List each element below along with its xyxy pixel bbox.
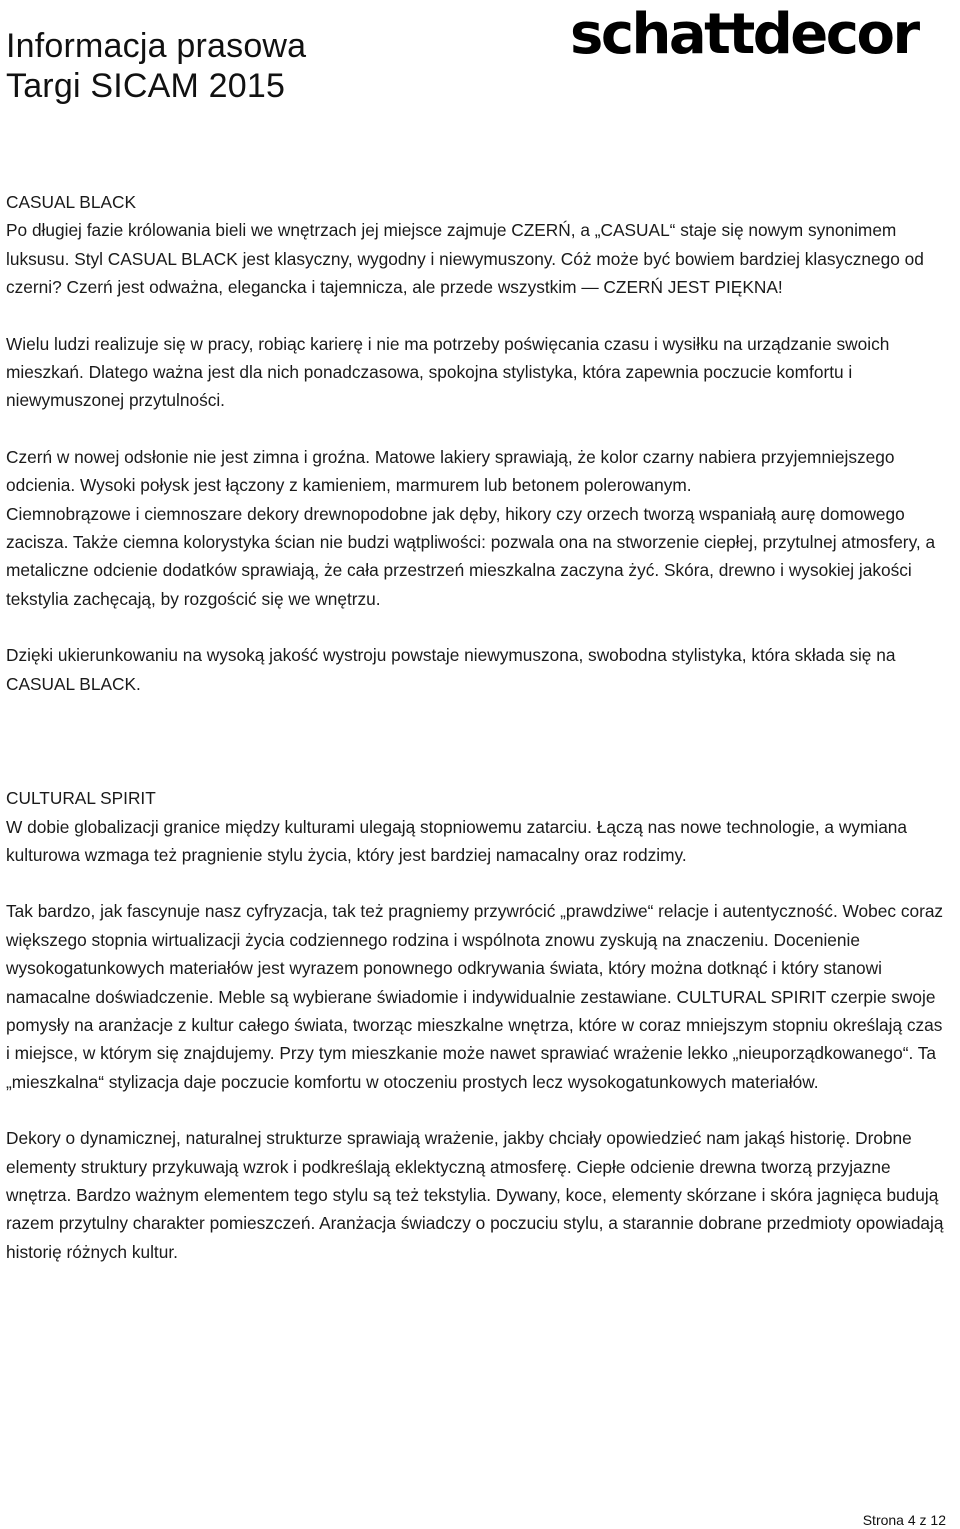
paragraph: Wielu ludzi realizuje się w pracy, robiąc karierę i nie ma potrzeby poświęcania czasu i wysiłku na urządzanie swoich mieszkań. Dlatego ważna jest dla nich ponadczasowa, spokojna stylistyka, która zapewnia poczucie komfortu i niewymuszonej przytulności. (6, 333, 890, 411)
press-release-label: Informacja prasowa (6, 27, 307, 65)
page-number: Strona 4 z 12 (862, 1512, 946, 1528)
paragraph: Dekory o dynamicznej, naturalnej strukturze sprawiają wrażenie, jakby chciały opowiedzieć nam jakąś historię. Drobne elementy struktury przykuwają wzrok i podkreślają eklektyczną atmosferę. Ciepłe odcienie drewna tworzą przyjazne wnętrza. Bardzo ważnym elementem tego stylu są też tekstylia. Dywany, koce, elementy skórzane i skóra jagnięca budują razem przytulny charakter pomieszczeń. Aranżacja świadczy o poczuciu stylu, a starannie dobrane przedmioty opowiadają historię różnych kultur. (6, 1128, 944, 1262)
paragraph: Po długiej fazie królowania bieli we wnętrzach jej miejsce zajmuje CZERŃ, a „CASUAL“ staje się nowym synonimem luksusu. Styl CASUAL BLACK jest klasyczny, wygodny i niewymuszony. Cóż może być bowiem bardziej klasycznego od czerni? Czerń jest odważna, elegancka i tajemnicza, ale przede wszystkim — CZERŃ JEST PIĘKNA! (6, 220, 924, 298)
document-body (6, 188, 946, 1266)
schattdecor-logo: schattdecor (570, 2, 918, 67)
event-title: Targi SICAM 2015 (6, 67, 286, 105)
paragraph: Ciemnobrązowe i ciemnoszare dekory drewnopodobne jak dęby, hikory czy orzech tworzą wspaniałą aurę domowego zacisza. Także ciemna kolorystyka ścian nie budzi wątpliwości: pozwala ona na stworzenie ciepłej, przytulnej atmosfery, a metaliczne odcienie dodatków sprawiają, że cała przestrzeń mieszkalna zaczyna żyć. Skóra, drewno i wysokiej jakości tekstylia zachęcają, by rozgościć się we wnętrzu. (6, 503, 936, 609)
header-titles (6, 26, 306, 106)
paragraph: Dzięki ukierunkowaniu na wysoką jakość wystroju powstaje niewymuszona, swobodna stylistyka, która składa się na CASUAL BLACK. (6, 645, 896, 694)
paragraph: Tak bardzo, jak fascynuje nasz cyfryzacja, tak też pragniemy przywrócić „prawdziwe“ relacje i autentyczność. Wobec coraz większego stopnia wirtualizacji życia codziennego rodzina i wspólnota znowu zyskują na znaczeniu. Docenienie wysokogatunkowych materiałów jest wyrazem ponownego odkrywania świata, który można dotknąć i który stanowi namacalne doświadczenie. Meble są wybierane świadomie i indywidualnie zestawiane. CULTURAL SPIRIT czerpie swoje pomysły na aranżacje z kultur całego świata, tworząc mieszkalne wnętrza, które w coraz mniejszym stopniu określają czas i miejsce, w którym się znajdujemy. Przy tym mieszkanie może nawet sprawiać wrażenie lekko „nieuporządkowanego“. Ta „mieszkalna“ stylizacja daje poczucie komfortu w otoczeniu prostych lecz wysokogatunkowych materiałów. (6, 901, 944, 1092)
paragraph: Czerń w nowej odsłonie nie jest zimna i groźna. Matowe lakiery sprawiają, że kolor czarny nabiera przyjemniejszego odcienia. Wysoki połysk jest łączony z kamieniem, marmurem lub betonem polerowanym. (6, 446, 895, 496)
section-title-casual-black: CASUAL BLACK (6, 192, 136, 212)
section-title-cultural-spirit: CULTURAL SPIRIT (6, 788, 156, 809)
paragraph: W dobie globalizacji granice między kulturami ulegają stopniowemu zatarciu. Łączą nas nowe technologie, a wymiana kulturowa wzmaga też pragnienie stylu życia, który jest bardziej namacalny oraz rodzimy. (6, 816, 908, 865)
